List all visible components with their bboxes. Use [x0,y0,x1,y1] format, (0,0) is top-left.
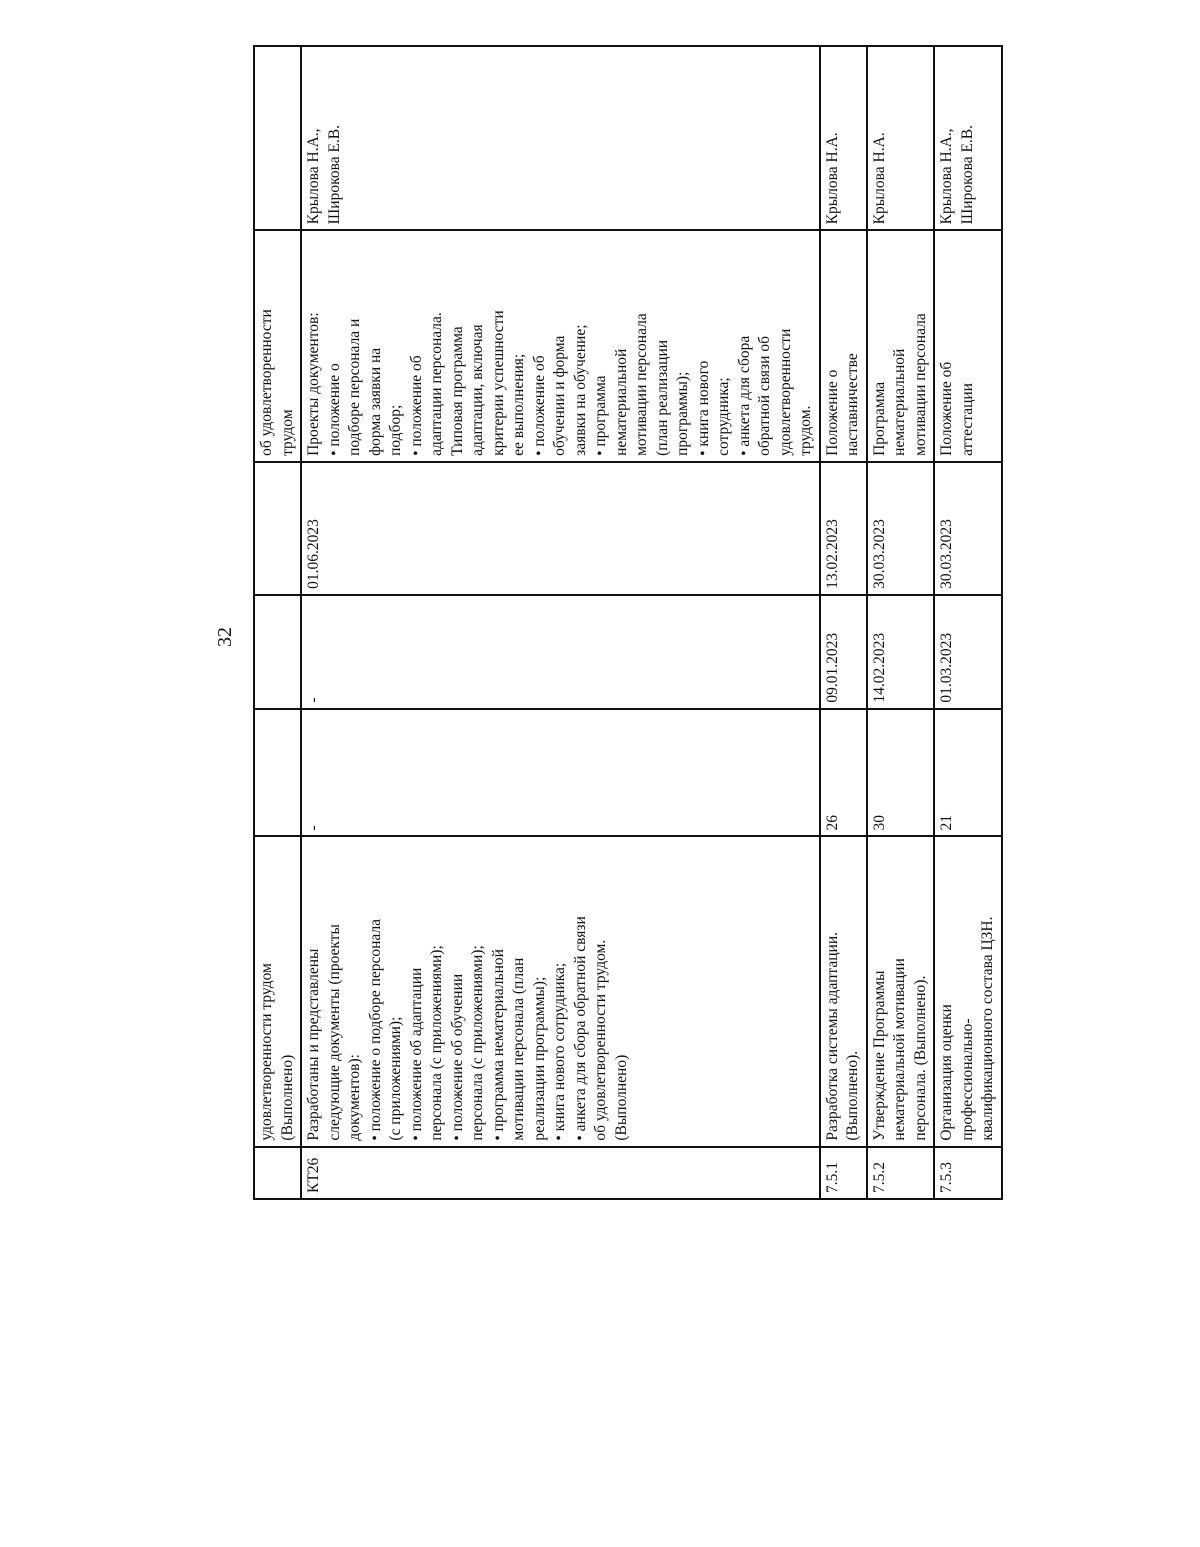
cell-line: Программа [870,381,888,456]
cell-line: удовлетворенности [776,328,794,456]
cell-line: • положение об [407,355,425,456]
cell-line: Положение об [938,361,955,456]
cell-duration: - [301,709,820,837]
table-row [301,46,820,1199]
cell-id: 7.5.3 [934,1147,1002,1199]
table-row [934,46,1002,1199]
cell-line: Организация оценки [938,1004,955,1141]
cell-responsible [934,46,1002,230]
cell-result [301,230,820,462]
cell-duration [254,709,301,837]
cell-line: Широкова Е.В. [958,124,976,225]
cell-line: • книга нового сотрудника; [551,962,568,1141]
cell-line: реализации программы); [530,976,548,1141]
cell-line: персонала (с приложениями); [469,945,486,1141]
cell-line: • положение об обучении [448,973,466,1141]
cell-line: программы); [674,371,691,456]
cell-result [867,230,935,462]
cell-line: • анкета для сбора [735,335,753,456]
cell-line: адаптации персонала. [428,312,445,456]
cell-event [301,837,820,1147]
cell-line: Проекты документов: [305,312,322,456]
page-number: 32 [214,627,236,647]
cell-line: адаптации, включая [469,324,486,456]
table-row [820,46,867,1199]
cell-result [254,230,301,462]
cell-line: • положение о [325,363,343,456]
cell-line: Разработаны и представлены [305,948,322,1141]
cell-line: обратной связи об [756,336,773,456]
cell-line: Крылова Н.А. [823,132,841,225]
cell-line: мотивации персонала [911,313,929,456]
cell-line: форма заявки на [366,347,384,456]
table-row [867,46,935,1199]
cell-responsible [820,46,867,230]
cell-line: документов): [346,1054,363,1141]
cell-responsible [867,46,935,230]
cell-line: ее выполнения; [510,353,527,456]
cell-line: (с приложениями); [387,1016,404,1141]
cell-event [867,837,935,1147]
cell-line: Широкова Е.В. [325,124,343,225]
cell-line: мотивации персонала (план [510,957,527,1141]
cell-id: 7.5.2 [867,1147,935,1199]
cell-line: персонала. (Выполнено). [911,975,929,1141]
cell-line: • программа [592,375,609,456]
cell-event [934,837,1002,1147]
cell-event [254,837,301,1147]
cell-start-date [254,595,301,709]
cell-id [254,1147,301,1199]
cell-line: Утверждение Программы [870,970,888,1141]
cell-responsible [301,46,820,230]
cell-line: об удовлетворенности [258,309,275,456]
cell-event [820,837,867,1147]
cell-line: персонала (с приложениями); [428,945,445,1141]
table-body [254,46,1002,1199]
cell-line: • анкета для сбора обратной связи [571,916,589,1141]
cell-line: удовлетворенности трудом [258,963,275,1141]
cell-responsible [254,46,301,230]
cell-line: Крылова Н.А. [870,132,888,225]
cell-line: об удовлетворенности трудом. [592,939,609,1141]
cell-line: Крылова Н.А., [305,128,322,225]
cell-line: следующие документы (проекты [325,924,343,1141]
cell-line: мотивации персонала [633,313,650,456]
cell-end-date: 30.03.2023 [934,462,1002,595]
cell-end-date: 30.03.2023 [867,462,935,595]
cell-start-date: 01.03.2023 [934,595,1002,709]
cell-line: (Выполнено) [612,1054,630,1141]
cell-line: трудом. [797,405,814,456]
cell-end-date [254,462,301,595]
cell-start-date: 09.01.2023 [820,595,867,709]
cell-line: • положение о подборе персонала [366,918,384,1141]
cell-line: • программа нематериальной [489,949,507,1141]
cell-line: Крылова Н.А., [938,128,955,225]
cell-line: наставничестве [844,353,861,456]
cell-line: нематериальной мотивации [891,958,908,1141]
cell-line: Разработка системы адаптации. [823,931,841,1141]
cell-line: заявки на обучение; [571,324,589,456]
cell-line: сотрудника; [715,377,732,456]
cell-line: профессионально- [958,1018,976,1141]
cell-line: подбор; [387,404,404,456]
cell-line: подборе персонала и [346,318,363,456]
cell-line: • книга нового [694,360,712,456]
cell-line: трудом [278,409,296,456]
cell-duration: 26 [820,709,867,837]
cell-duration: 21 [934,709,1002,837]
cell-line: (план реализации [653,339,671,456]
cell-line: нематериальной [891,348,908,456]
cell-line: квалификационного состава ЦЗН. [979,916,996,1141]
cell-result [820,230,867,462]
cell-duration: 30 [867,709,935,837]
table-row [254,46,301,1199]
cell-end-date: 01.06.2023 [301,462,820,595]
cell-id: КТ26 [301,1147,820,1199]
cell-line: критерии успешности [489,310,507,456]
cell-line: (Выполнено). [844,1050,861,1141]
cell-line: Положение о [823,369,841,456]
cell-line: (Выполнено) [278,1054,296,1141]
cell-result [934,230,1002,462]
rotated-table-container [253,45,998,1200]
cell-line: аттестации [958,383,976,456]
cell-line: • положение об [530,355,548,456]
plan-table [253,45,1003,1200]
cell-line: нематериальной [612,348,630,456]
cell-end-date: 13.02.2023 [820,462,867,595]
cell-start-date: - [301,595,820,709]
cell-line: обучении и форма [551,335,568,456]
cell-line: • положение об адаптации [407,967,425,1141]
cell-id: 7.5.1 [820,1147,867,1199]
cell-line: Типовая программа [448,326,466,456]
cell-start-date: 14.02.2023 [867,595,935,709]
